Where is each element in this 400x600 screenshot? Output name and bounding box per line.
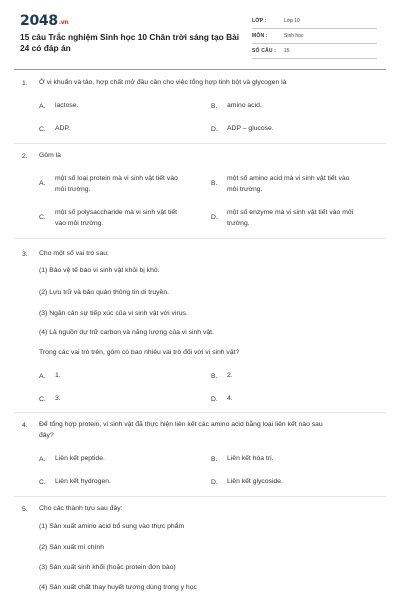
option-text-a[interactable]: Liên kết peptide. [55, 455, 105, 462]
statement-4: (4) Sản xuất chất thay huyết tương dùng trong y học [39, 584, 197, 591]
question-separator [14, 496, 386, 497]
question-text: Cho một số vai trò sau: [39, 250, 109, 257]
statement-2: (2) Lưu trữ và bảo quản thông tin di truyền. [39, 289, 170, 296]
document-title: 15 câu Trắc nghiệm Sinh học 10 Chân trời sáng tạo Bài 24 có đáp án [20, 32, 240, 53]
question-number: 2. [22, 153, 28, 160]
meta-value-count: 15 [284, 48, 290, 54]
option-text-c[interactable]: 3. [55, 395, 61, 402]
statement-4: (4) Là nguồn dự trữ carbon và năng lượng của vi sinh vật. [39, 329, 214, 336]
statement-3: (3) Sản xuất sinh khối (hoặc protein đơn bào) [39, 564, 176, 571]
meta-value-subject: Sinh học [284, 33, 304, 39]
option-text-a-line2[interactable]: môi trường. [55, 186, 91, 193]
option-letter-d[interactable]: D. [211, 396, 218, 403]
question-number: 1. [22, 80, 28, 87]
statement-1: (1) Sản xuất amino acid bổ sung vào thực phẩm [39, 523, 185, 530]
option-letter-c[interactable]: C. [39, 214, 46, 221]
meta-key-class: LỚP : [252, 18, 267, 24]
question-separator [14, 238, 386, 239]
option-text-c-line1[interactable]: một số polysaccharide mà vi sinh vật tiết [55, 209, 178, 216]
option-letter-a[interactable]: A. [39, 456, 46, 463]
question-separator [14, 143, 386, 144]
option-text-a[interactable]: lactose. [55, 102, 79, 109]
option-text-d[interactable]: Liên kết glycoside. [227, 478, 283, 485]
option-letter-a[interactable]: A. [39, 103, 46, 110]
option-text-a-line1[interactable]: một số loại protein mà vi sinh vật tiết vào [55, 175, 178, 182]
option-letter-b[interactable]: B. [211, 456, 218, 463]
meta-row-class [252, 14, 377, 29]
option-text-a[interactable]: 1. [55, 372, 61, 379]
question-separator [14, 412, 386, 413]
option-letter-d[interactable]: D. [211, 214, 218, 221]
meta-key-subject: MÔN : [252, 33, 268, 39]
option-text-b-line2[interactable]: môi trường. [227, 186, 263, 193]
option-letter-c[interactable]: C. [39, 126, 46, 133]
option-letter-b[interactable]: B. [211, 180, 218, 187]
document-meta [252, 14, 377, 59]
question-text-line1: Để tổng hợp protein, vi sinh vật đã thực hiện liên kết các amino acid bằng loại liên kết nào sau [39, 421, 323, 428]
logo-suffix: .vn [58, 19, 69, 26]
option-text-d-line2[interactable]: trường. [227, 220, 250, 227]
option-text-d[interactable]: ADP – glucose. [227, 125, 274, 132]
option-text-b[interactable]: Liên kết hóa trị. [227, 455, 274, 462]
question-text-line2: đây? [39, 432, 54, 439]
option-letter-c[interactable]: C. [39, 479, 46, 486]
question-text: Ở vi khuẩn và tảo, hợp chất mở đầu cần cho việc tổng hợp tinh bột và glycogen là [39, 79, 287, 86]
meta-row-subject [252, 29, 377, 44]
option-text-d[interactable]: 4. [227, 395, 233, 402]
option-letter-d[interactable]: D. [211, 126, 218, 133]
question-number: 5. [22, 506, 28, 513]
option-text-b[interactable]: amino acid. [227, 102, 262, 109]
logo-main-text: 2048 [20, 13, 58, 29]
option-letter-b[interactable]: B. [211, 373, 218, 380]
question-number: 3. [22, 251, 28, 258]
header-divider [14, 69, 386, 70]
option-text-d-line1[interactable]: một số enzyme mà vi sinh vật tiết vào môi [227, 209, 354, 216]
site-logo[interactable] [20, 13, 68, 29]
option-text-c[interactable]: Liên kết hydrogen. [55, 478, 111, 485]
statement-2: (2) Sản xuất mì chính [39, 544, 104, 551]
question-prompt: Trong các vai trò trên, gôm có bao nhiêu vai trò đối với vi sinh vật? [39, 349, 240, 356]
option-letter-a[interactable]: A. [39, 180, 46, 187]
document-header [0, 0, 400, 66]
option-text-b-line1[interactable]: một số amino acid mà vi sinh vật tiết vào [227, 175, 350, 182]
option-letter-c[interactable]: C. [39, 396, 46, 403]
statement-1: (1) Bảo vệ tế bào vi sinh vật khỏi bị khô. [39, 267, 160, 274]
question-number: 4. [22, 422, 28, 429]
meta-value-class: Lớp 10 [284, 18, 300, 24]
meta-row-count [252, 44, 377, 59]
statement-3: (3) Ngăn cản sự tiếp xúc của vi sinh vật với virus. [39, 310, 188, 317]
meta-key-count: SỐ CÂU : [252, 48, 277, 54]
option-text-b[interactable]: 2. [227, 372, 233, 379]
question-text: Cho các thành tựu sau đây: [39, 505, 123, 512]
option-letter-a[interactable]: A. [39, 373, 46, 380]
option-text-c-line2[interactable]: vào môi trường. [55, 220, 104, 227]
option-text-c[interactable]: ADP. [55, 125, 70, 132]
question-text: Gôm là [39, 152, 61, 159]
option-letter-b[interactable]: B. [211, 103, 218, 110]
option-letter-d[interactable]: D. [211, 479, 218, 486]
